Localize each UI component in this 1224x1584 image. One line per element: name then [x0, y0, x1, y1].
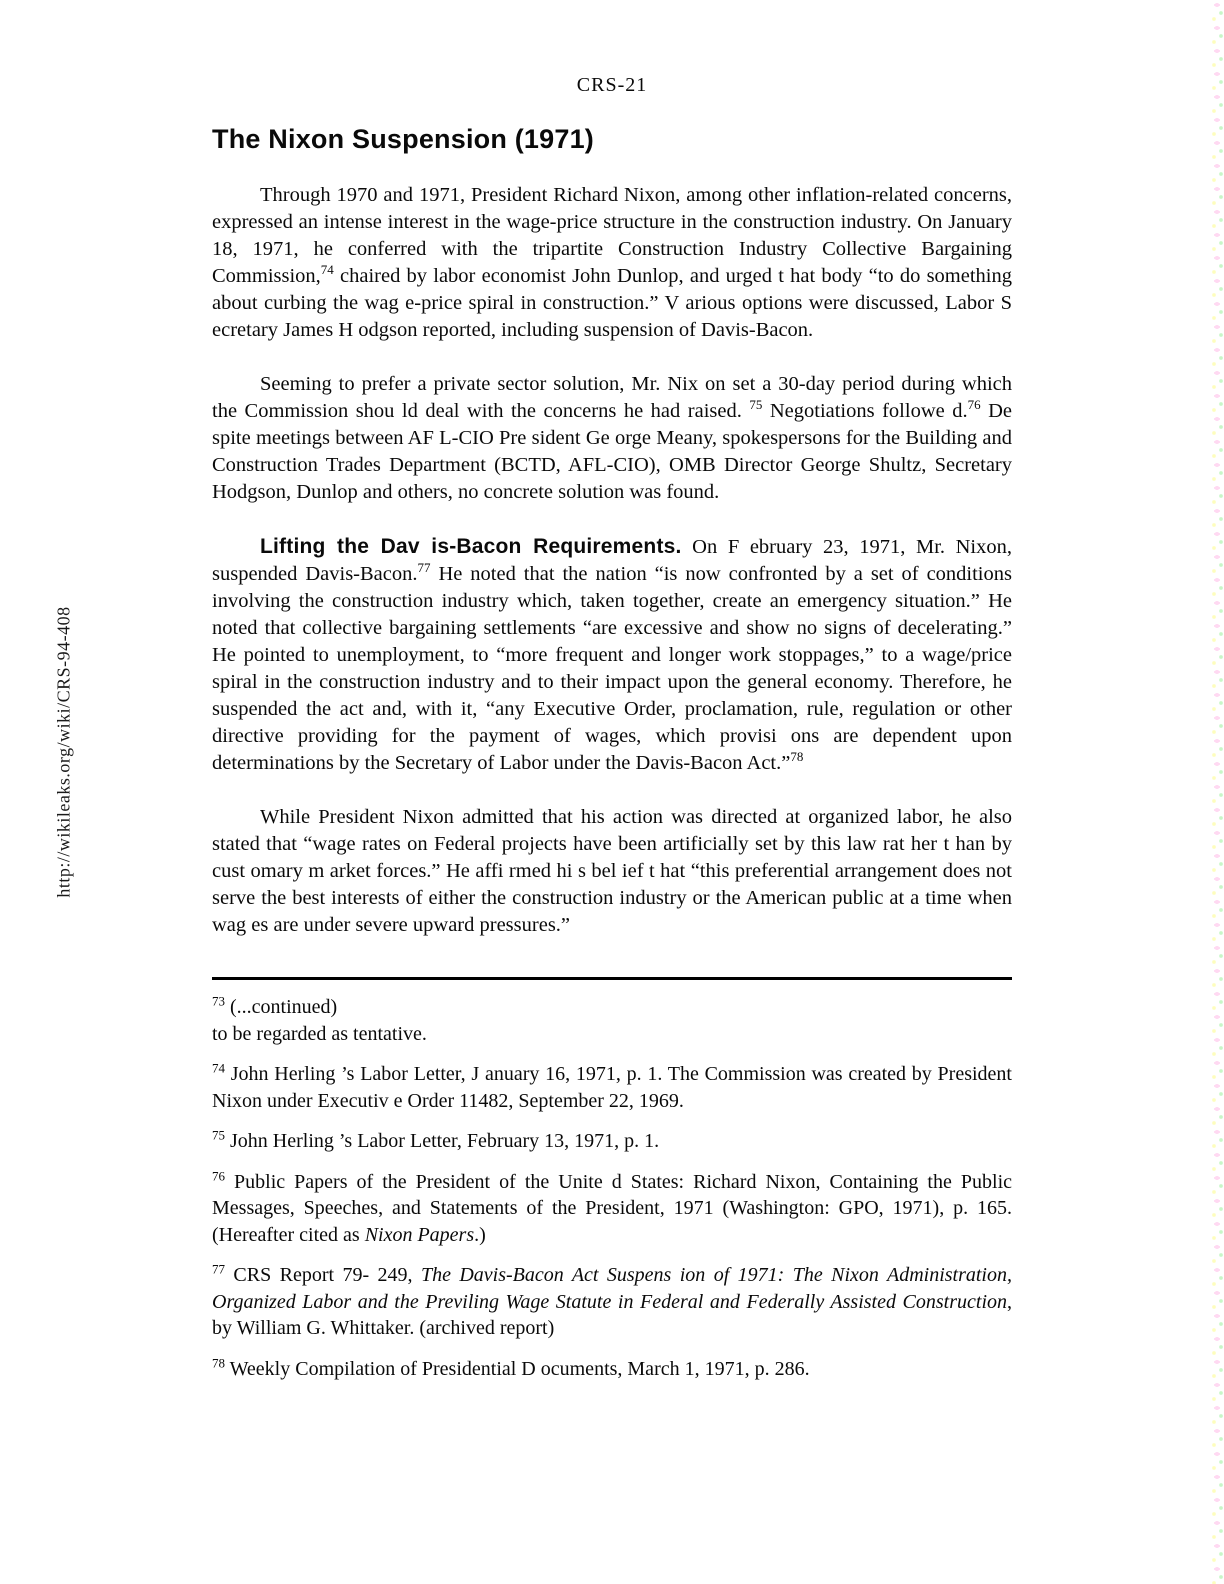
- footnote: $^{78}$ Weekly Compilation of Presidential D ocuments, March 1, 1971, p. 286.: [212, 1354, 810, 1380]
- body-paragraphs: [212, 182, 1012, 939]
- footnote: $^{73}$ (...continued) to be regarded as tentative.: [212, 993, 427, 1045]
- paragraph: Lifting the Dav is-Bacon Requirements. On F ebruary 23, 1971, Mr. Nixon, suspended Davis-Bacon.$^{77}$ He noted that the nation “is now confronted by a set of conditions involving the construction industry which, taken together, create an emergency situation.” He noted that collective bargaining settlements “are excessive and show no signs of decelerating.” He pointed to unemployment, to “more frequent and longer work stoppages,” to a wage/price spiral in the construction industry and to their impact upon the general economy. Therefore, he suspended the act and, with it, “any Executive Order, proclamation, rule, regulation or other directive providing for the payment of wages, which provisi ons are dependent upon determinations by the Secretary of Labor under the Davis-Bacon Act.”$^{78}$: [212, 535, 1012, 774]
- sidebar-source-url: http://wikileaks.org/wiki/CRS-94-408: [53, 606, 74, 898]
- paper-edge-pattern: [1210, 0, 1224, 1584]
- page-title: The Nixon Suspension (1971): [212, 124, 594, 154]
- footnote-number: 73: [212, 993, 225, 1009]
- footnote-number: 74: [212, 1060, 225, 1076]
- page-number-header: CRS-21: [576, 74, 648, 96]
- footnotes-section: [212, 994, 1012, 1382]
- footnote-divider: [212, 977, 1012, 980]
- footnote: $^{75}$ John Herling ’s Labor Letter, February 13, 1971, p. 1.: [212, 1127, 660, 1152]
- footnote: $^{76}$ Public Papers of the President of the Unite d States: Richard Nixon, Containing the Public Messages, Speeches, and Statements of the President, 1971 (Washington: GPO, 1971), p. 165. (Hereafter cited as Nixon Papers.): [212, 1167, 1012, 1246]
- paragraph: While President Nixon admitted that his action was directed at organized labor, he also stated that “wage rates on Federal projects have been artificially set by this law rat her t han by cust omary m arket forces.” He affi rmed hi s bel ief t hat “this preferential arrangement does not serve the best interests of either the construction industry or the American public at a time when wag es are under severe upward pressures.”: [212, 806, 1012, 936]
- footnote-number: 75: [212, 1127, 225, 1143]
- footnote: $^{74}$ John Herling ’s Labor Letter, J anuary 16, 1971, p. 1. The Commission was created by President Nixon under Executiv e Order 11482, September 22, 1969.: [212, 1060, 1012, 1112]
- paragraph: Seeming to prefer a private sector solution, Mr. Nix on set a 30-day period during which the Commission shou ld deal with the concerns he had raised. $^{75}$ Negotiations followe d.$^{76}$ De spite meetings between AF L-CIO Pre sident Ge orge Meany, spokespersons for the Building and Construction Trades Department (BCTD, AFL-CIO), OMB Director George Shultz, Secretary Hodgson, Dunlop and others, no concrete solution was found.: [212, 373, 1012, 503]
- footnote-number: 78: [212, 1354, 225, 1370]
- footnote-number: 77: [212, 1261, 225, 1277]
- footnote: $^{77}$ CRS Report 79- 249, The Davis-Bacon Act Suspens ion of 1971: The Nixon Administration, Organized Labor and the Previling Wage Statute in Federal and Federally Assisted Construction, by William G. Whittaker. (archived report): [212, 1261, 1012, 1339]
- document-page: [212, 74, 1012, 1382]
- footnote-number: 76: [212, 1167, 225, 1183]
- paragraph: Through 1970 and 1971, President Richard Nixon, among other inflation-related concerns, expressed an intense interest in the wage-price structure in the construction industry. On January 18, 1971, he conferred with the tripartite Construction Industry Collective Bargaining Commission,$^{74}$ chaired by labor economist John Dunlop, and urged t hat body “to do something about curbing the wag e-price spiral in construction.” V arious options were discussed, Labor S ecretary James H odgson reported, including suspension of Davis-Bacon.: [212, 184, 1012, 341]
